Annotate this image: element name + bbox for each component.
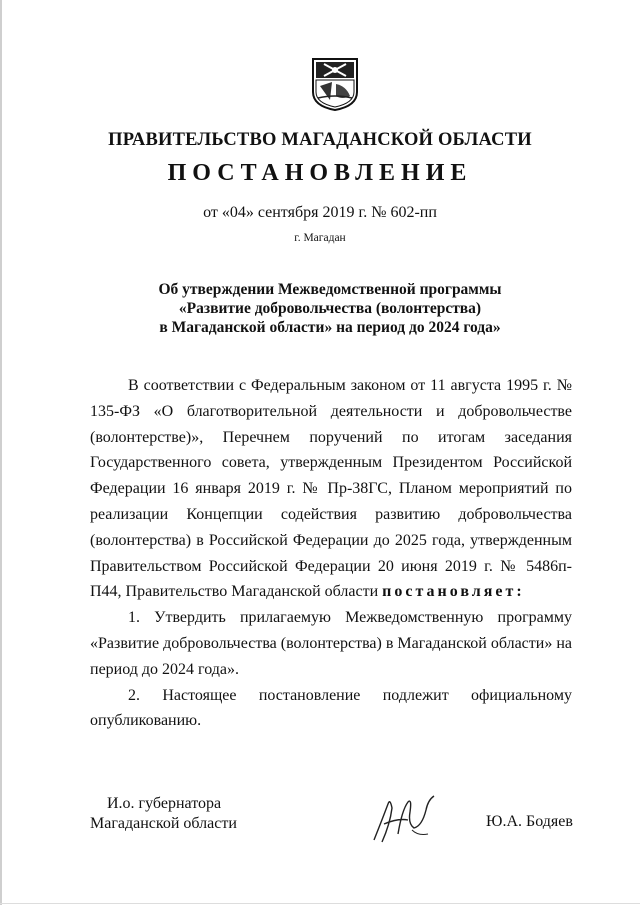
document-title bbox=[120, 280, 540, 337]
signer-title bbox=[90, 794, 290, 834]
preamble-text: В соответствии с Федеральным законом от 11 августа 1995 г. № 135-ФЗ «О благотворительной деятельности и добровольчестве (волонтерстве)», Перечнем поручений по итогам заседания Государственного совета, утвержденным Президентом Российской Федерации 16 января 2019 г. № Пр-38ГС, Планом мероприятий по реализации Концепции содействия развитию добровольчества (волонтерства) в Российской Федерации до 2025 года, утвержденным Правительством Российской Федерации 20 июня 2019 г. № 5486п-П44, Правительство Магаданской области bbox=[90, 377, 572, 601]
resolves-keyword: постановляет: bbox=[382, 583, 525, 601]
title-line: в Магаданской области» на период до 2024 года» bbox=[159, 319, 501, 336]
item-2: 2. Настоящее постановление подлежит официальному опубликованию. bbox=[90, 686, 572, 730]
signer-name: Ю.А. Бодяев bbox=[486, 813, 573, 830]
document-date-number: от «04» сентября 2019 г. № 602-пп bbox=[203, 204, 437, 221]
scan-bottom-edge bbox=[0, 903, 640, 904]
signer-title-line: Магаданской области bbox=[90, 815, 237, 832]
preamble-paragraph bbox=[90, 373, 572, 605]
item-1: 1. Утвердить прилагаемую Межведомственную программу «Развитие добровольчества (волонтерства) в Магаданской области» на период до 2024 года». bbox=[90, 609, 572, 678]
document-body bbox=[90, 373, 572, 734]
title-line: Об утверждении Межведомственной программы bbox=[158, 281, 502, 298]
document-type: ПОСТАНОВЛЕНИЕ bbox=[167, 160, 473, 186]
government-name: ПРАВИТЕЛЬСТВО МАГАДАНСКОЙ ОБЛАСТИ bbox=[108, 130, 532, 150]
coat-of-arms-icon bbox=[310, 56, 360, 112]
signer-title-line: И.о. губернатора bbox=[107, 795, 222, 812]
document-city: г. Магадан bbox=[294, 232, 346, 244]
signature-icon bbox=[368, 790, 448, 850]
title-line: «Развитие добровольчества (волонтерства) bbox=[178, 300, 482, 317]
